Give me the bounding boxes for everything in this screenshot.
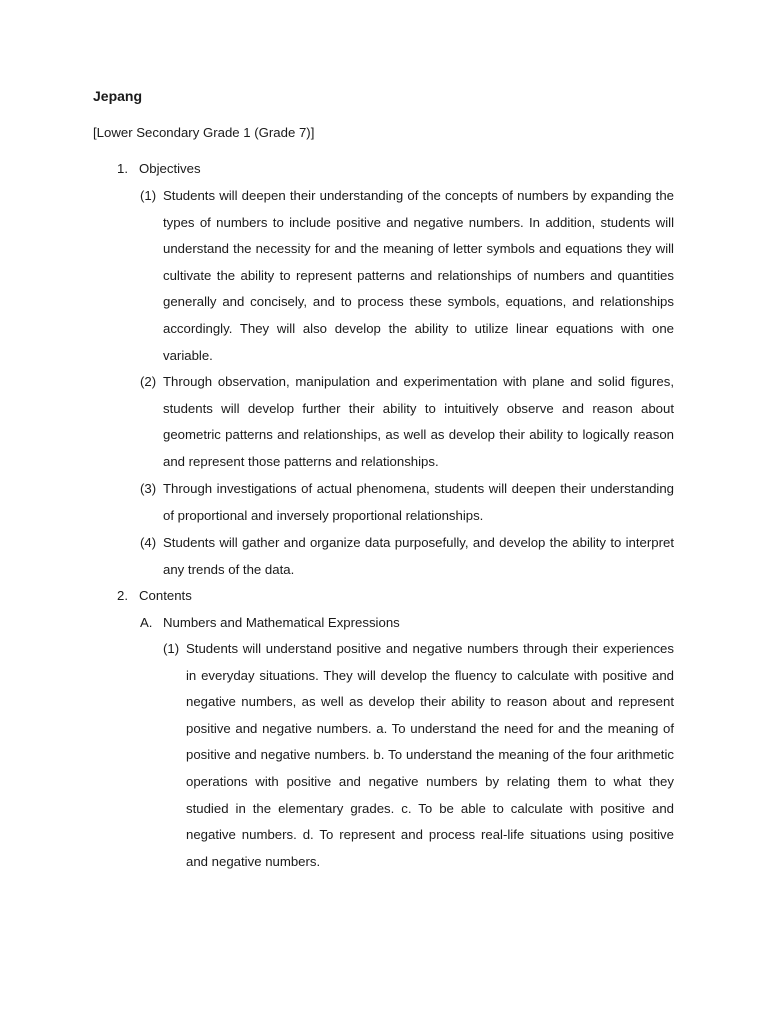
objective-item <box>140 369 674 475</box>
section-number: 1. <box>117 161 128 176</box>
objective-item <box>140 476 674 529</box>
item-text: Students will deepen their understanding of the concepts of numbers by expanding the types of numbers to include positive and negative numbers. In addition, students will understand the necessity for and the meaning of letter symbols and equations they will cultivate the ability to represent patterns and relationships of numbers and quantities generally and concisely, and to process these symbols, equations, and relationships accordingly. They will also develop the ability to utilize linear equations with one variable. <box>163 188 674 363</box>
section-heading: Objectives <box>139 161 201 176</box>
subsection-heading <box>140 610 674 637</box>
section-objectives-heading <box>117 156 677 183</box>
content-item <box>163 636 674 875</box>
item-number: (1) <box>163 641 180 656</box>
section-number: 2. <box>117 588 128 603</box>
item-text: Students will gather and organize data purposefully, and develop the ability to interpret any trends of the data. <box>163 535 674 577</box>
item-number: (2) <box>140 374 157 389</box>
document-title: Jepang <box>93 88 143 104</box>
objective-item <box>140 530 674 583</box>
item-text: Through observation, manipulation and experimentation with plane and solid figures, students will develop further their ability to intuitively observe and reason about geometric patterns and relationships, as well as develop their ability to logically reason and represent those patterns and relationships. <box>163 374 674 469</box>
section-contents-heading <box>117 583 677 610</box>
item-text: Through investigations of actual phenomena, students will deepen their understanding of proportional and inversely proportional relationships. <box>163 481 674 523</box>
item-number: (4) <box>140 535 157 550</box>
section-heading: Contents <box>139 588 192 603</box>
subsection-letter: A. <box>140 615 153 630</box>
grade-label: [Lower Secondary Grade 1 (Grade 7)] <box>93 125 315 140</box>
item-text: Students will understand positive and negative numbers through their experiences in everyday situations. They will develop the fluency to calculate with positive and negative numbers, as well as develop their ability to reason about and represent positive and negative numbers. a. To understand the need for and the meaning of positive and negative numbers. b. To understand the meaning of the four arithmetic operations with positive and negative numbers by relating them to what they studied in the elementary grades. c. To be able to calculate with positive and negative numbers. d. To represent and process real-life situations using positive and negative numbers. <box>186 641 674 869</box>
objective-item <box>140 183 674 369</box>
item-number: (1) <box>140 188 157 203</box>
subsection-title: Numbers and Mathematical Expressions <box>163 615 400 630</box>
item-number: (3) <box>140 481 157 496</box>
